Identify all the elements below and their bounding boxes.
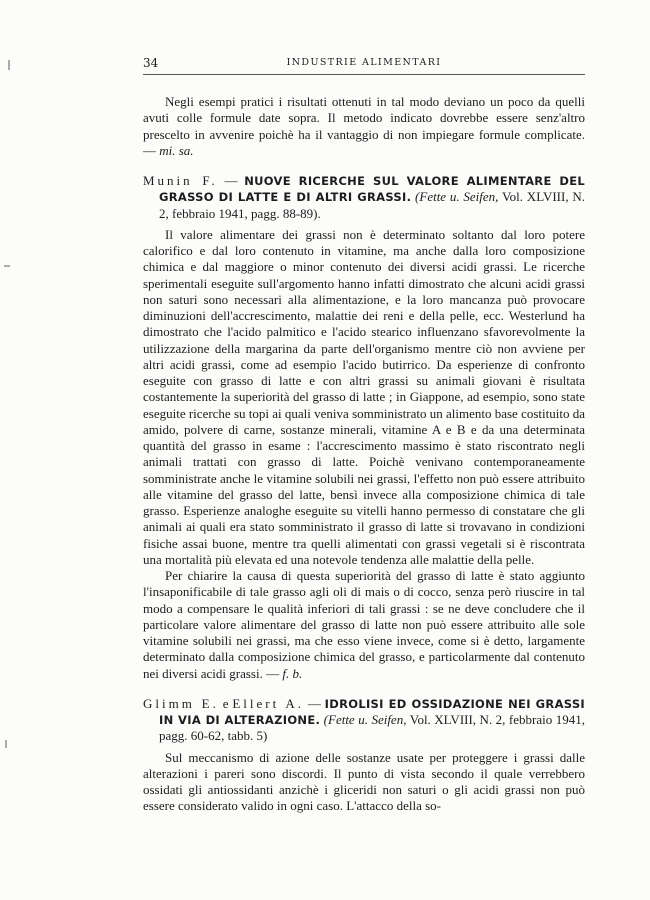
scan-speck [5,740,7,748]
article2-title: IDROLISI ED OSSIDAZIONE NEI GRASSI IN VIA DI ALTERAZIONE. [159,696,585,727]
article1-author: Munin F. [143,173,218,188]
article1-paragraph-2: Per chiarire la causa di questa superiorità del grasso di latte è stato aggiunto l'insaponificabile di tale grasso agli oli di mais o di cocco, senza però riuscire in tal modo a compensare le qualità inferiori di tali grassi : se ne deve concludere che il particolare valore alimentare del grasso di latte non può essere attribuito alle sole vitamine solubili nei grassi, ma che esso viene invece, come si è detto, largamente determinato dalla composizione chimica del grasso, e particolarmente dal contenuto nei diversi acidi grassi. — f. b. [143,568,585,681]
intro-paragraph: Negli esempi pratici i risultati ottenuti in tal modo deviano un poco da quelli avuti colle formule date sopra. Il metodo indicato dovrebbe essere senz'altro prescelto in avvenire poichè ha il vantaggio di non impiegare formule complicate. — mi. sa. [143,94,585,158]
scan-speck [4,265,10,267]
page-body [143,94,585,815]
running-title: INDUSTRIE ALIMENTARI [286,57,442,68]
article2-source-details: Vol. XLVIII, N. 2, febbraio 1941, pagg. 60-62, tabb. 5) [159,712,585,744]
page-number: 34 [143,56,159,70]
article1-journal: (Fette u. Seifen, [415,189,499,205]
article2-journal: (Fette u. Seifen, [323,712,407,727]
article1-title: NUOVE RICERCHE SUL VALORE ALIMENTARE DEL GRASSO DI LATTE E DI ALTRI GRASSI. [159,174,585,205]
article1-signature: f. b. [282,665,303,681]
article1-source-details: Vol. XLVIII, N. 2, febbraio 1941, pagg. 88-89). [159,189,585,221]
scan-speck [8,60,10,70]
article2-reference: Glimm E. e Ellert A. — IDROLISI ED OSSIDAZIONE NEI GRASSI IN VIA DI ALTERAZIONE. (Fette u. Seifen, Vol. XLVIII, N. 2, febbraio 1941, pagg. 60-62, tabb. 5) [143,695,585,744]
intro-signature: mi. sa. [159,142,194,158]
article2-author-1: Glimm E. [143,695,219,711]
article1-paragraph-1: Il valore alimentare dei grassi non è determinato soltanto dal loro potere calorifico e dal loro contenuto in vitamine, ma anche dalla loro composizione chimica e dal maggiore o minor contenuto dei diversi acidi grassi. Le ricerche sperimentali eseguite sull'argomento hanno infatti dimostrato che alcuni acidi grassi non saturi sono necessari alla alimentazione, e la loro mancanza può provocare diminuzioni dell'accrescimento, malattie dei reni e della pelle, ecc. Westerlund ha dimostrato che l'acido palmitico e l'acido stearico influenzano sfavorevolmente la utilizzazione della margarina da parte dell'organismo mentre ciò non avviene per altri acidi grassi, come ad esempio l'acido butirrico. Da esperienze di confronto eseguite con grasso di latte e con altri grassi su animali giovani è risultata costantemente la superiorità del grasso di latte ; in Giappone, ad esempio, sono state eseguite ricerche su topi ai quali veniva somministrato un alimento base costituito da amido, polvere di carne, sostanze minerali, vitamine A e B e da una determinata quantità del grasso in esame : l'accrescimento massimo è stato riscontrato negli animali trattati con grasso di latte. Poichè venivano contemporaneamente somministrate anche le vitamine solubili nei grassi, l'effetto non può essere attribuito alle vitamine del grasso del latte, bensì invece alla composizione chimica di tale grasso. Esperienze analoghe eseguite su vitelli hanno permesso di constatare che gli animali ai quali era stato somministrato il grasso di latte si trovavano in condizioni fisiche assai buone, mentre tra quelli alimentati con grassi vegetali si è riscontrata una mortalità più elevata ed una notevole tendenza alle malattie della pelle. [143,226,585,567]
article1-reference: Munin F. — NUOVE RICERCHE SUL VALORE ALIMENTARE DEL GRASSO DI LATTE E DI ALTRI GRASSI. (Fette u. Seifen, Vol. XLVIII, N. 2, febbraio 1941, pagg. 88-89). [143,173,585,221]
article2-author-2: Ellert A. [232,695,304,711]
page-header [143,56,585,75]
article2-paragraph-1: Sul meccanismo di azione delle sostanze usate per proteggere i grassi dalle alterazioni i pareri sono discordi. Il punto di vista secondo il quale verrebbero ossidati gli antiossidanti anzichè i gliceridi non saturi o gli acidi grassi non può essere considerato valido in ogni caso. L'attacco della so- [143,749,585,814]
